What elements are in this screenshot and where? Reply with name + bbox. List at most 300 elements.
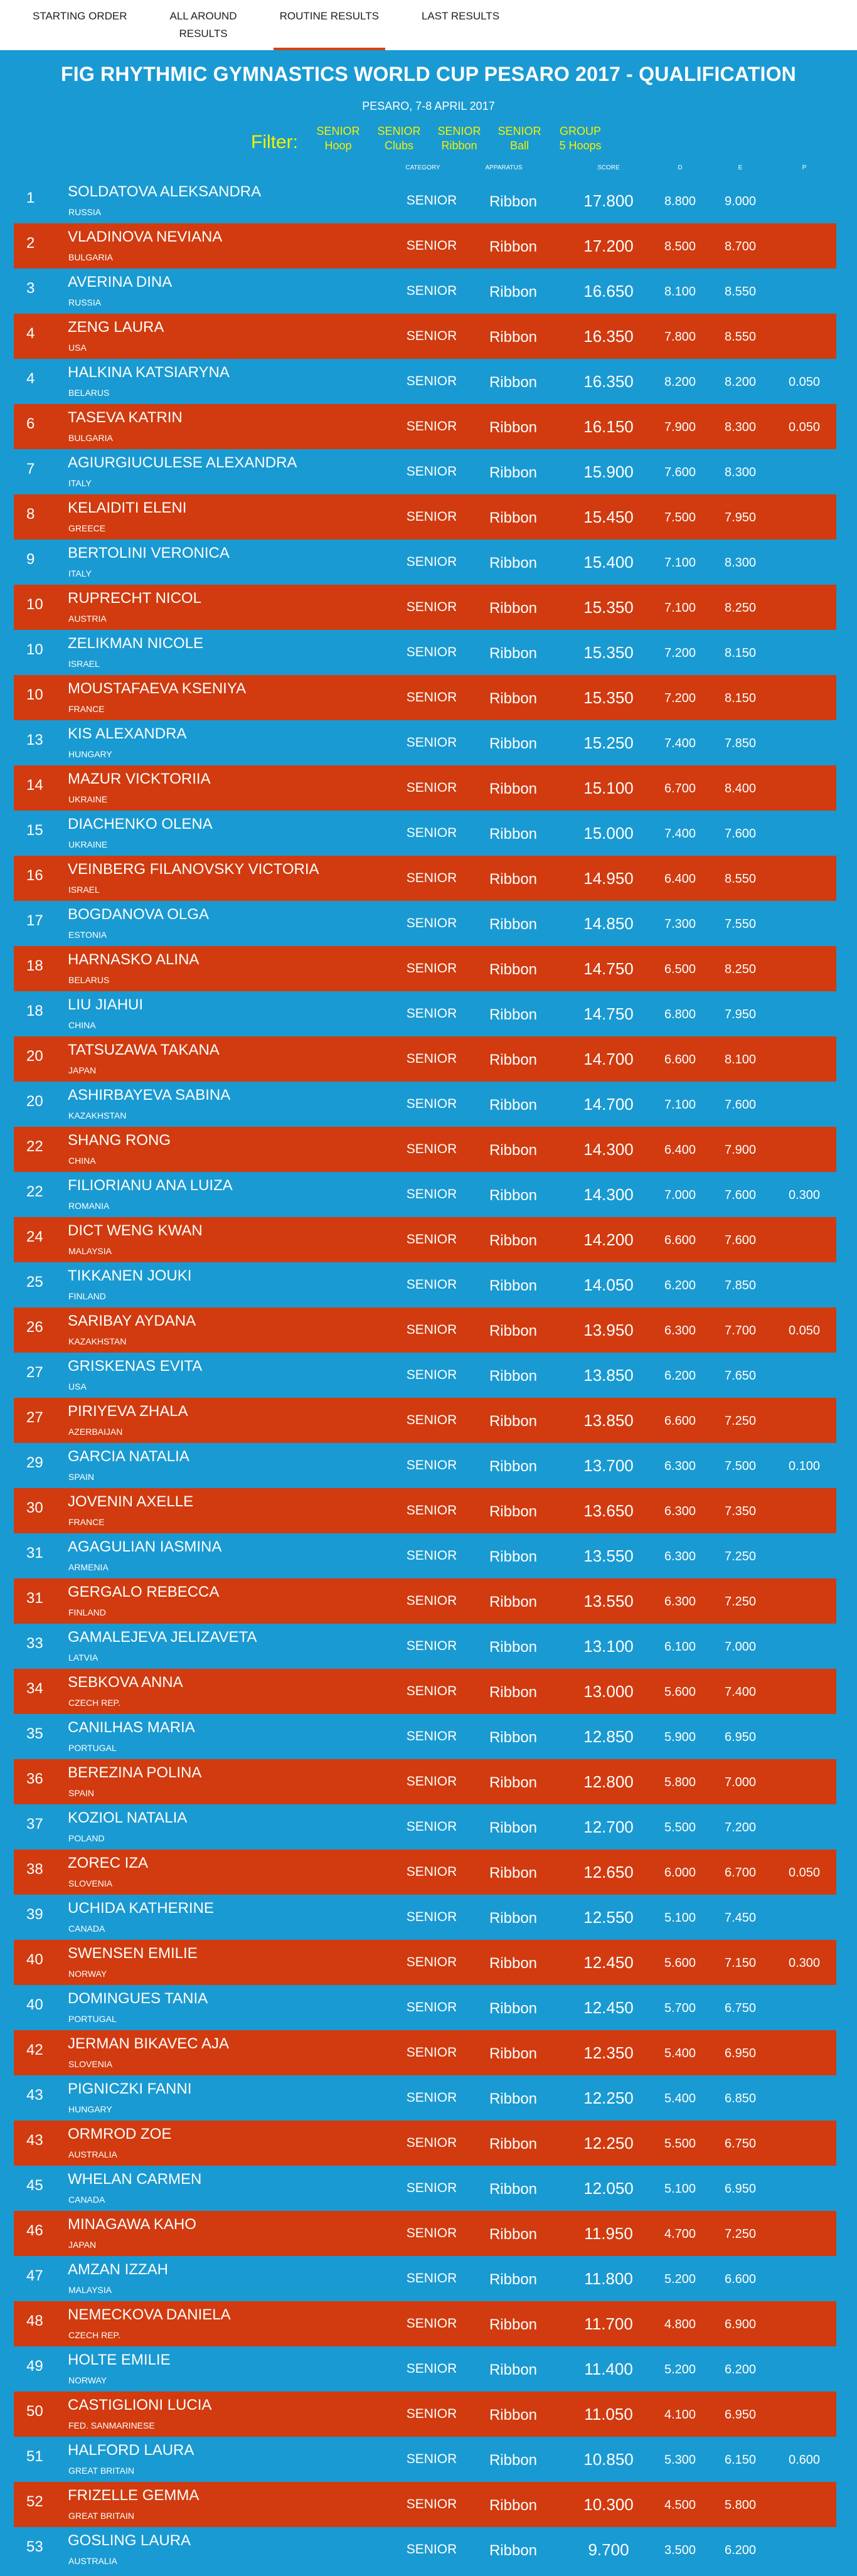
athlete-country: KAZAKHSTAN <box>68 1110 127 1120</box>
athlete-country: SLOVENIA <box>68 1878 113 1888</box>
athlete-name: HALFORD LAURA <box>68 2442 194 2459</box>
athlete-country: ISRAEL <box>68 659 100 669</box>
apparatus-cell: Ribbon <box>489 1955 538 1972</box>
page-header <box>0 63 857 113</box>
score-cell: 12.800 <box>583 1772 634 1791</box>
table-row <box>0 2301 857 2346</box>
athlete-name: ORMROD ZOE <box>68 2126 172 2142</box>
apparatus-cell: Ribbon <box>489 1277 538 1294</box>
apparatus-cell: Ribbon <box>489 1639 538 1656</box>
table-row <box>0 2482 857 2527</box>
filter-senior-hoop[interactable] <box>312 124 365 153</box>
e-score-cell: 7.000 <box>724 1775 757 1789</box>
e-score-cell: 6.950 <box>724 2182 757 2196</box>
e-score-cell: 6.750 <box>724 2001 757 2015</box>
row-rank: 25 <box>26 1274 43 1291</box>
apparatus-cell: Ribbon <box>489 1594 538 1610</box>
athlete-country: LATVIA <box>68 1653 98 1663</box>
e-score-cell: 7.600 <box>724 1098 757 1112</box>
score-cell: 14.050 <box>583 1275 634 1294</box>
score-cell: 14.200 <box>583 1230 634 1249</box>
column-header-score: SCORE <box>597 164 620 171</box>
athlete-country: FED. SANMARINESE <box>68 2420 155 2430</box>
athlete-country: CHINA <box>68 1020 96 1030</box>
score-cell: 13.700 <box>583 1456 634 1475</box>
athlete-name: HOLTE EMILIE <box>68 2351 171 2368</box>
table-row <box>0 1262 857 1307</box>
apparatus-cell: Ribbon <box>489 1051 538 1068</box>
score-cell: 13.650 <box>583 1501 634 1520</box>
athlete-country: AUSTRIA <box>68 614 107 624</box>
score-cell: 14.300 <box>583 1140 634 1159</box>
category-cell: SENIOR <box>406 1051 457 1066</box>
d-score-cell: 8.500 <box>664 240 696 253</box>
nav-label: ROUTINE RESULTS <box>279 10 379 22</box>
score-cell: 16.650 <box>583 282 634 301</box>
athlete-name: SARIBAY AYDANA <box>68 1312 196 1329</box>
e-score-cell: 7.950 <box>724 1008 757 1021</box>
athlete-country: GREECE <box>68 523 106 533</box>
e-score-cell: 8.200 <box>724 375 757 389</box>
table-row <box>0 1759 857 1804</box>
row-rank: 40 <box>26 1996 43 2013</box>
d-score-cell: 6.200 <box>664 1369 696 1383</box>
athlete-name: HARNASKO ALINA <box>68 951 200 968</box>
row-rank: 31 <box>26 1590 43 1607</box>
table-row <box>0 1533 857 1578</box>
athlete-name: HALKINA KATSIARYNA <box>68 364 230 381</box>
d-score-cell: 7.400 <box>664 827 696 841</box>
row-rank: 10 <box>26 641 43 658</box>
d-score-cell: 5.400 <box>664 2046 696 2060</box>
score-cell: 16.350 <box>583 372 634 391</box>
filter-line2: Clubs <box>384 139 414 152</box>
e-score-cell: 7.250 <box>724 2227 757 2241</box>
e-score-cell: 7.600 <box>724 1233 757 1247</box>
column-header-category: CATEGORY <box>405 164 440 171</box>
category-cell: SENIOR <box>406 2000 457 2014</box>
row-rank: 40 <box>26 1951 43 1968</box>
apparatus-cell: Ribbon <box>489 193 538 210</box>
d-score-cell: 6.200 <box>664 1279 696 1292</box>
e-score-cell: 8.300 <box>724 466 757 479</box>
apparatus-cell: Ribbon <box>489 1910 538 1927</box>
e-score-cell: 6.950 <box>724 1730 757 1744</box>
athlete-country: AUSTRALIA <box>68 2556 117 2566</box>
table-row <box>0 2121 857 2166</box>
apparatus-cell: Ribbon <box>489 2181 538 2198</box>
apparatus-cell: Ribbon <box>489 464 538 481</box>
athlete-name: ZELIKMAN NICOLE <box>68 635 204 652</box>
category-cell: SENIOR <box>406 419 457 434</box>
d-score-cell: 5.600 <box>664 1956 696 1970</box>
athlete-name: TASEVA KATRIN <box>68 409 183 426</box>
category-cell: SENIOR <box>406 2407 457 2421</box>
e-score-cell: 6.700 <box>724 1866 757 1880</box>
table-row <box>0 1940 857 1985</box>
apparatus-cell: Ribbon <box>489 1684 538 1701</box>
d-score-cell: 5.200 <box>664 2272 696 2286</box>
table-row <box>0 1082 857 1127</box>
d-score-cell: 7.600 <box>664 466 696 479</box>
athlete-name: DIACHENKO OLENA <box>68 816 213 833</box>
athlete-name: ZOREC IZA <box>68 1855 149 1871</box>
d-score-cell: 5.100 <box>664 1911 696 1925</box>
row-rank: 50 <box>26 2403 43 2420</box>
d-score-cell: 7.400 <box>664 737 696 750</box>
athlete-name: SHANG RONG <box>68 1132 171 1149</box>
athlete-name: PIGNICZKI FANNI <box>68 2080 192 2097</box>
row-rank: 16 <box>26 867 43 884</box>
nav-routine-results[interactable] <box>280 8 379 25</box>
e-score-cell: 9.000 <box>724 194 757 208</box>
category-cell: SENIOR <box>406 1368 457 1382</box>
apparatus-cell: Ribbon <box>489 1503 538 1520</box>
score-cell: 10.300 <box>583 2495 634 2514</box>
score-cell: 12.050 <box>583 2179 634 2198</box>
page-subtitle: PESARO, 7-8 APRIL 2017 <box>362 100 495 112</box>
category-cell: SENIOR <box>406 961 457 976</box>
category-cell: SENIOR <box>406 826 457 840</box>
score-cell: 13.000 <box>583 1682 634 1701</box>
apparatus-cell: Ribbon <box>489 735 538 752</box>
athlete-country: CZECH REP. <box>68 1698 120 1708</box>
e-score-cell: 5.800 <box>724 2498 757 2512</box>
row-rank: 52 <box>26 2493 43 2510</box>
row-rank: 15 <box>26 822 43 839</box>
apparatus-cell: Ribbon <box>489 1323 538 1339</box>
apparatus-cell: Ribbon <box>489 1819 538 1836</box>
d-score-cell: 6.100 <box>664 1640 696 1654</box>
penalty-cell: 0.050 <box>788 420 821 434</box>
d-score-cell: 6.300 <box>664 1550 696 1563</box>
row-rank: 38 <box>26 1861 43 1878</box>
table-row <box>0 1127 857 1172</box>
table-row <box>0 1804 857 1850</box>
category-cell: SENIOR <box>406 2090 457 2105</box>
table-row <box>0 540 857 585</box>
category-cell: SENIOR <box>406 1232 457 1247</box>
score-cell: 14.750 <box>583 959 634 978</box>
row-rank: 22 <box>26 1183 43 1200</box>
score-cell: 16.150 <box>583 417 634 436</box>
d-score-cell: 6.600 <box>664 1233 696 1247</box>
row-rank: 45 <box>26 2177 43 2194</box>
apparatus-cell: Ribbon <box>489 2361 538 2378</box>
table-row <box>0 2346 857 2392</box>
score-cell: 14.850 <box>583 914 634 933</box>
row-rank: 43 <box>26 2087 43 2104</box>
athlete-name: GAMALEJEVA JELIZAVETA <box>68 1629 257 1646</box>
column-header-apparatus: APPARATUS <box>485 164 523 171</box>
table-row <box>0 2166 857 2211</box>
athlete-country: NORWAY <box>68 1969 107 1979</box>
category-cell: SENIOR <box>406 600 457 614</box>
score-cell: 15.900 <box>583 462 634 481</box>
e-score-cell: 7.250 <box>724 1550 757 1563</box>
score-cell: 15.250 <box>583 733 634 752</box>
row-rank: 9 <box>26 551 35 568</box>
athlete-country: FINLAND <box>68 1291 106 1301</box>
score-cell: 13.850 <box>583 1411 634 1430</box>
e-score-cell: 7.850 <box>724 737 757 750</box>
score-cell: 16.350 <box>583 327 634 346</box>
athlete-name: VLADINOVA NEVIANA <box>68 228 223 245</box>
table-row <box>0 811 857 856</box>
table-row <box>0 223 857 269</box>
athlete-country: CHINA <box>68 1156 96 1166</box>
score-cell: 12.350 <box>583 2043 634 2062</box>
score-cell: 13.950 <box>583 1321 634 1339</box>
d-score-cell: 7.900 <box>664 420 696 434</box>
table-row <box>0 1624 857 1669</box>
d-score-cell: 7.000 <box>664 1188 696 1202</box>
row-rank: 46 <box>26 2222 43 2239</box>
table-row <box>0 1985 857 2030</box>
table-row <box>0 901 857 946</box>
row-rank: 7 <box>26 460 35 477</box>
d-score-cell: 7.100 <box>664 601 696 615</box>
filter-senior-clubs[interactable] <box>373 124 425 153</box>
score-cell: 14.300 <box>583 1185 634 1204</box>
e-score-cell: 8.250 <box>724 601 757 615</box>
apparatus-cell: Ribbon <box>489 1774 538 1791</box>
athlete-name: DOMINGUES TANIA <box>68 1990 208 2007</box>
apparatus-cell: Ribbon <box>489 1865 538 1881</box>
nav-last-results[interactable] <box>422 8 499 25</box>
nav-label: LAST RESULTS <box>421 10 500 22</box>
table-row <box>0 585 857 630</box>
score-cell: 14.750 <box>583 1004 634 1023</box>
table-row <box>0 991 857 1036</box>
athlete-country: CANADA <box>68 1924 105 1934</box>
table-row <box>0 449 857 494</box>
row-rank: 31 <box>26 1545 43 1562</box>
athlete-country: USA <box>68 1381 87 1392</box>
athlete-name: CASTIGLIONI LUCIA <box>68 2397 212 2414</box>
d-score-cell: 5.200 <box>664 2363 696 2376</box>
category-cell: SENIOR <box>406 329 457 343</box>
apparatus-cell: Ribbon <box>489 1548 538 1565</box>
athlete-name: KELAIDITI ELENI <box>68 499 187 516</box>
e-score-cell: 6.950 <box>724 2046 757 2060</box>
athlete-name: SEBKOVA ANNA <box>68 1674 183 1691</box>
e-score-cell: 6.850 <box>724 2092 757 2105</box>
score-cell: 9.700 <box>588 2540 629 2559</box>
row-rank: 24 <box>26 1228 43 1245</box>
e-score-cell: 6.900 <box>724 2318 757 2331</box>
row-rank: 36 <box>26 1770 43 1787</box>
filter-senior-ribbon[interactable] <box>433 124 486 153</box>
filter-line2: 5 Hoops <box>559 139 602 152</box>
apparatus-cell: Ribbon <box>489 2226 538 2243</box>
score-cell: 10.850 <box>583 2450 634 2469</box>
d-score-cell: 7.300 <box>664 917 696 931</box>
d-score-cell: 7.100 <box>664 556 696 570</box>
penalty-cell: 0.300 <box>788 1188 821 1202</box>
row-rank: 34 <box>26 1680 43 1697</box>
d-score-cell: 7.200 <box>664 646 696 660</box>
apparatus-cell: Ribbon <box>489 509 538 526</box>
row-rank: 20 <box>26 1093 43 1110</box>
athlete-country: ROMANIA <box>68 1201 110 1211</box>
nav-all-around-results[interactable] <box>170 8 237 43</box>
e-score-cell: 6.600 <box>724 2272 757 2286</box>
top-navigation <box>0 0 857 50</box>
category-cell: SENIOR <box>406 509 457 524</box>
athlete-country: BULGARIA <box>68 252 113 262</box>
row-rank: 14 <box>26 777 43 794</box>
score-cell: 12.450 <box>583 1953 634 1972</box>
apparatus-cell: Ribbon <box>489 600 538 617</box>
e-score-cell: 8.550 <box>724 872 757 886</box>
table-row <box>0 1895 857 1940</box>
athlete-country: SPAIN <box>68 1788 94 1798</box>
athlete-name: SOLDATOVA ALEKSANDRA <box>68 183 262 200</box>
apparatus-cell: Ribbon <box>489 1729 538 1746</box>
athlete-name: AGAGULIAN IASMINA <box>68 1538 222 1555</box>
category-cell: SENIOR <box>406 555 457 569</box>
score-cell: 13.100 <box>583 1637 634 1656</box>
row-rank: 4 <box>26 370 35 387</box>
d-score-cell: 6.300 <box>664 1595 696 1609</box>
row-rank: 49 <box>26 2358 43 2375</box>
d-score-cell: 5.300 <box>664 2453 696 2467</box>
nav-label-line2: RESULTS <box>179 28 228 40</box>
penalty-cell: 0.600 <box>788 2453 821 2467</box>
filter-line2: Ball <box>509 139 529 152</box>
apparatus-cell: Ribbon <box>489 645 538 662</box>
apparatus-cell: Ribbon <box>489 2136 538 2153</box>
filter-line1: GROUP <box>559 125 601 137</box>
athlete-country: BELARUS <box>68 975 110 985</box>
row-rank: 48 <box>26 2313 43 2329</box>
athlete-name: TATSUZAWA TAKANA <box>68 1041 220 1058</box>
category-cell: SENIOR <box>406 1187 457 1201</box>
athlete-name: ZENG LAURA <box>68 319 164 336</box>
athlete-name: WHELAN CARMEN <box>68 2171 202 2188</box>
athlete-country: SLOVENIA <box>68 2059 113 2069</box>
penalty-cell: 0.300 <box>788 1956 821 1970</box>
score-cell: 13.550 <box>583 1592 634 1610</box>
row-rank: 30 <box>26 1499 43 1516</box>
apparatus-cell: Ribbon <box>489 1368 538 1385</box>
score-cell: 15.350 <box>583 643 634 662</box>
category-cell: SENIOR <box>406 1548 457 1563</box>
category-cell: SENIOR <box>406 2136 457 2150</box>
score-cell: 15.350 <box>583 598 634 617</box>
penalty-cell: 0.050 <box>788 1324 821 1338</box>
score-cell: 15.400 <box>583 553 634 572</box>
score-cell: 11.050 <box>584 2405 633 2424</box>
nav-label: ALL AROUND <box>169 10 237 22</box>
filter-senior-ball[interactable] <box>493 124 546 153</box>
row-rank: 42 <box>26 2041 43 2058</box>
filter-line1: SENIOR <box>377 125 421 137</box>
table-row <box>0 720 857 765</box>
score-cell: 12.250 <box>583 2089 634 2107</box>
category-cell: SENIOR <box>406 1594 457 1608</box>
athlete-country: NORWAY <box>68 2375 107 2385</box>
d-score-cell: 5.500 <box>664 2137 696 2151</box>
apparatus-cell: Ribbon <box>489 2045 538 2062</box>
row-rank: 53 <box>26 2538 43 2555</box>
table-row <box>0 2030 857 2075</box>
table-row <box>0 404 857 449</box>
athlete-name: FILIORIANU ANA LUIZA <box>68 1177 233 1194</box>
d-score-cell: 8.200 <box>664 375 696 389</box>
athlete-name: VEINBERG FILANOVSKY VICTORIA <box>68 861 319 878</box>
e-score-cell: 7.250 <box>724 1414 757 1428</box>
score-cell: 15.450 <box>583 508 634 526</box>
nav-starting-order[interactable] <box>33 8 127 25</box>
athlete-country: UKRAINE <box>68 839 108 849</box>
apparatus-cell: Ribbon <box>489 419 538 436</box>
e-score-cell: 6.200 <box>724 2363 757 2376</box>
athlete-country: RUSSIA <box>68 297 102 307</box>
column-header-d: D <box>678 164 683 171</box>
athlete-country: AUSTRALIA <box>68 2149 117 2159</box>
athlete-name: KOZIOL NATALIA <box>68 1809 188 1826</box>
athlete-name: FRIZELLE GEMMA <box>68 2487 200 2504</box>
e-score-cell: 7.900 <box>724 1143 757 1157</box>
category-cell: SENIOR <box>406 2361 457 2376</box>
filter-line1: SENIOR <box>316 125 360 137</box>
category-cell: SENIOR <box>406 2497 457 2511</box>
score-cell: 13.550 <box>583 1546 634 1565</box>
athlete-country: ITALY <box>68 478 92 488</box>
score-cell: 15.350 <box>583 688 634 707</box>
d-score-cell: 6.600 <box>664 1414 696 1428</box>
table-row <box>0 2211 857 2256</box>
category-cell: SENIOR <box>406 1639 457 1653</box>
d-score-cell: 7.100 <box>664 1098 696 1112</box>
athlete-country: MALAYSIA <box>68 1246 112 1256</box>
d-score-cell: 6.400 <box>664 1143 696 1157</box>
table-row <box>0 1353 857 1398</box>
athlete-country: ESTONIA <box>68 930 107 940</box>
d-score-cell: 3.500 <box>664 2543 696 2557</box>
table-row <box>0 269 857 314</box>
table-row <box>0 765 857 811</box>
athlete-name: BEREZINA POLINA <box>68 1764 202 1781</box>
e-score-cell: 8.300 <box>724 420 757 434</box>
table-row <box>0 1172 857 1217</box>
athlete-name: AGIURGIUCULESE ALEXANDRA <box>68 454 297 471</box>
athlete-country: PORTUGAL <box>68 2014 117 2024</box>
filter-label: Filter: <box>251 132 298 152</box>
category-cell: SENIOR <box>406 2316 457 2331</box>
table-row <box>0 856 857 901</box>
filter-group-5-hoops[interactable] <box>554 124 607 153</box>
table-row <box>0 1714 857 1759</box>
row-rank: 51 <box>26 2448 43 2465</box>
athlete-country: PORTUGAL <box>68 1743 117 1753</box>
apparatus-cell: Ribbon <box>489 1232 538 1249</box>
d-score-cell: 4.700 <box>664 2227 696 2241</box>
e-score-cell: 6.750 <box>724 2137 757 2151</box>
e-score-cell: 8.550 <box>724 330 757 344</box>
d-score-cell: 6.600 <box>664 1053 696 1067</box>
e-score-cell: 6.950 <box>724 2408 757 2422</box>
d-score-cell: 6.700 <box>664 782 696 796</box>
category-cell: SENIOR <box>406 1955 457 1969</box>
athlete-name: UCHIDA KATHERINE <box>68 1900 214 1917</box>
athlete-country: USA <box>68 343 87 353</box>
score-cell: 11.700 <box>584 2314 633 2333</box>
athlete-country: AZERBAIJAN <box>68 1427 123 1437</box>
d-score-cell: 5.600 <box>664 1685 696 1699</box>
